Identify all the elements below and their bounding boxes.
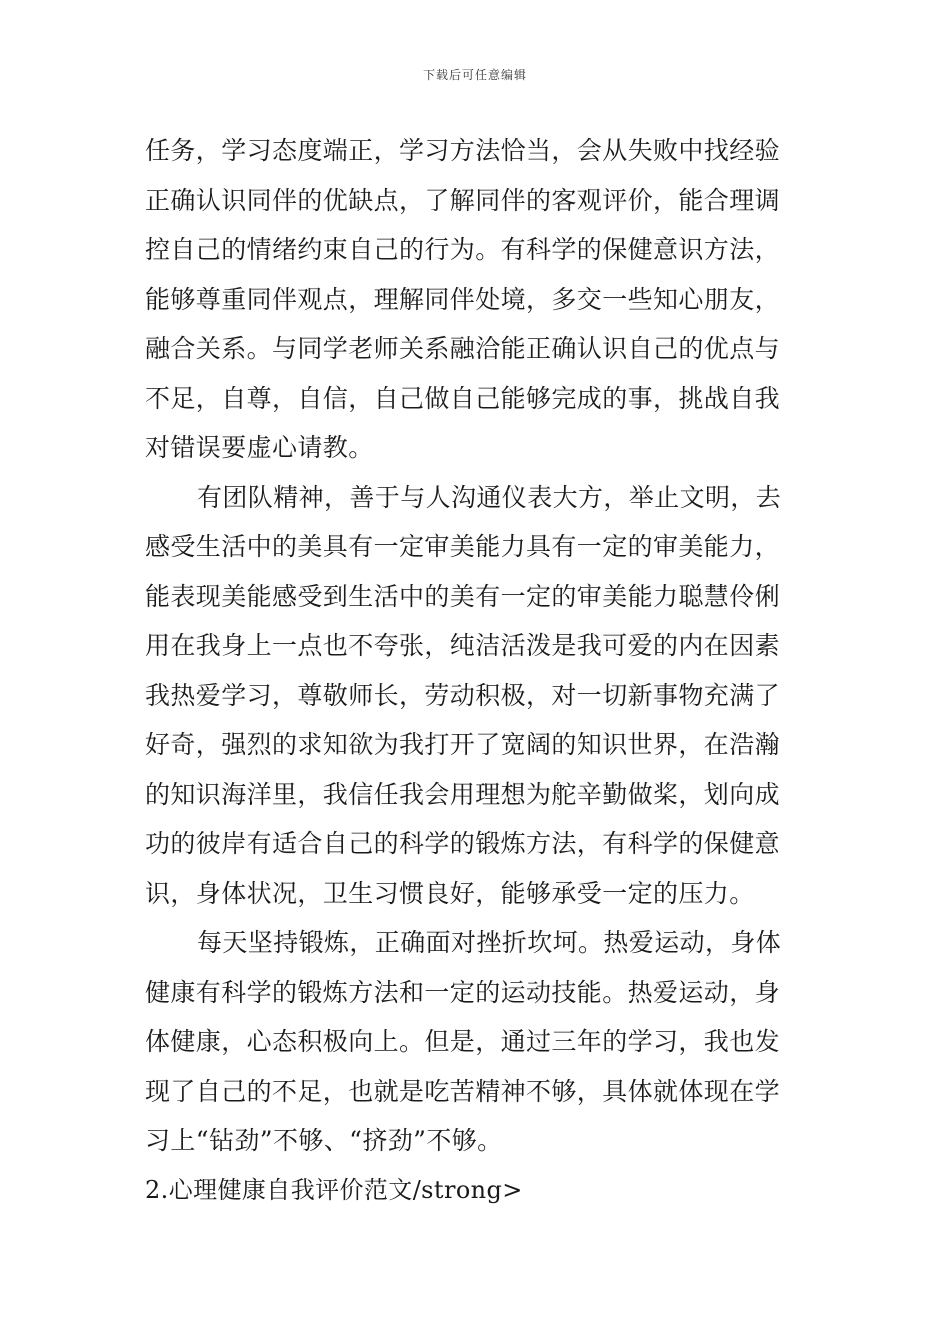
section-heading: 2.心理健康自我评价范文/strong>	[145, 1175, 523, 1204]
text-line: 习上“钻劲”不够、“挤劲”不够。	[145, 1126, 503, 1155]
text-line: 体健康，心态积极向上。但是，通过三年的学习，我也发	[145, 1027, 781, 1056]
text-line: 识，身体状况，卫生习惯良好，能够承受一定的压力。	[145, 878, 755, 908]
text-line: 每天坚持锻炼，正确面对挫折坎坷。热爱运动，身体	[197, 928, 782, 957]
document-body	[145, 126, 810, 1215]
text-line: 感受生活中的美具有一定审美能力具有一定的审美能力，	[145, 532, 781, 561]
text-line: 能表现美能感受到生活中的美有一定的审美能力聪慧伶俐	[145, 581, 781, 611]
text-line: 的知识海洋里，我信任我会用理想为舵辛勤做桨，划向成	[145, 779, 781, 809]
text-line: 控自己的情绪约束自己的行为。有科学的保健意识方法，	[145, 235, 781, 264]
text-line: 能够尊重同伴观点，理解同伴处境，多交一些知心朋友，	[145, 284, 781, 314]
text-line: 任务，学习态度端正，学习方法恰当，会从失败中找经验	[145, 136, 781, 165]
paragraph-3	[145, 918, 810, 1166]
text-line: 现了自己的不足，也就是吃苦精神不够，具体就体现在学	[145, 1076, 781, 1106]
text-line: 功的彼岸有适合自己的科学的锻炼方法，有科学的保健意	[145, 829, 781, 858]
text-line: 正确认识同伴的优缺点，了解同伴的客观评价，能合理调	[145, 185, 781, 215]
page-header: 下载后可任意编辑	[422, 68, 527, 82]
text-line: 有团队精神，善于与人沟通仪表大方，举止文明，去	[197, 482, 782, 512]
text-line: 不足，自尊，自信，自己做自己能够完成的事，挑战自我	[145, 383, 781, 413]
paragraph-1	[145, 126, 810, 473]
text-line: 我热爱学习，尊敬师长，劳动积极，对一切新事物充满了	[145, 680, 781, 710]
text-line: 好奇，强烈的求知欲为我打开了宽阔的知识世界，在浩瀚	[145, 730, 781, 759]
paragraph-2	[145, 473, 810, 919]
text-line: 健康有科学的锻炼方法和一定的运动技能。热爱运动，身	[145, 977, 781, 1007]
text-line: 用在我身上一点也不夸张，纯洁活泼是我可爱的内在因素	[145, 631, 781, 660]
text-line: 对错误要虚心请教。	[145, 433, 374, 462]
text-line: 融合关系。与同学老师关系融洽能正确认识自己的优点与	[145, 334, 781, 363]
